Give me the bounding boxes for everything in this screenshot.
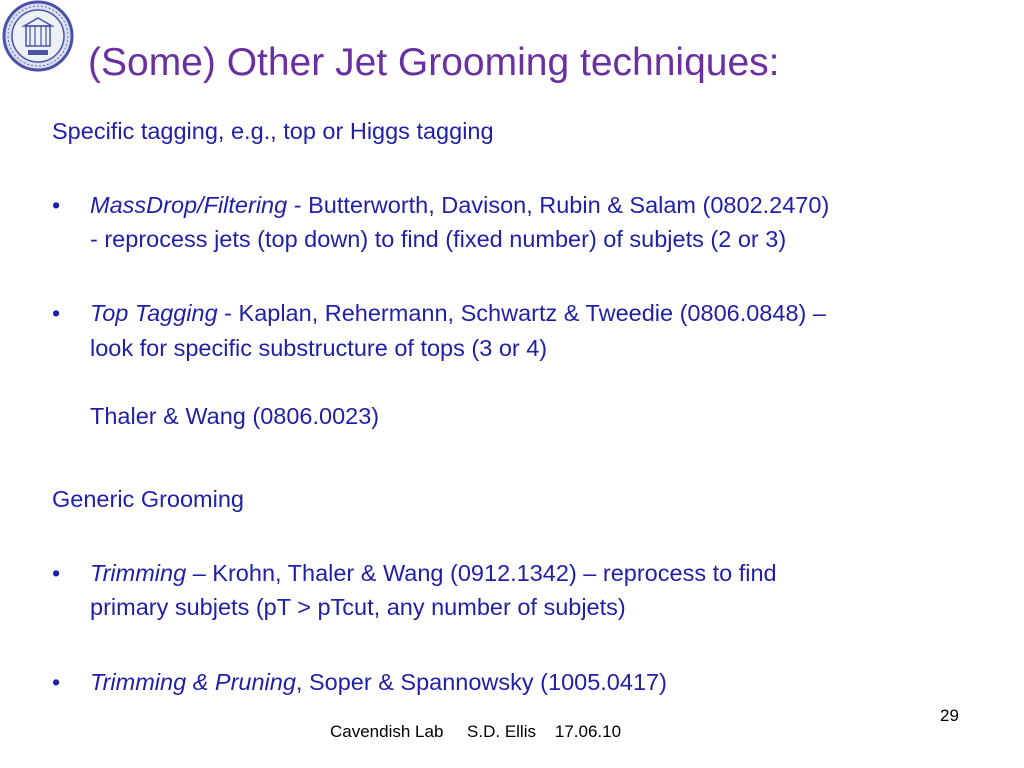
university-seal-logo: [2, 0, 74, 72]
bullet-trimming-method: Trimming: [90, 560, 187, 586]
section-heading-specific-tagging: Specific tagging, e.g., top or Higgs tagging: [52, 118, 494, 144]
bullet-massdrop: [90, 190, 829, 220]
bullet-trimming-pruning-authors: , Soper & Spannowsky (1005.0417): [295, 669, 667, 695]
bullet-marker: •: [52, 300, 61, 326]
bullet-top-tagging-method: Top Tagging: [90, 300, 218, 326]
page-number: 29: [940, 706, 959, 725]
bullet-trimming-detail: primary subjets (pT > pTcut, any number of subjets): [90, 594, 626, 620]
bullet-top-tagging-detail: look for specific substructure of tops (3 or 4): [90, 335, 548, 361]
bullet-top-tagging-authors: - Kaplan, Rehermann, Schwartz & Tweedie (0806.0848) –: [217, 300, 826, 326]
slide-footer: Cavendish Lab S.D. Ellis 17.06.10: [330, 722, 622, 741]
bullet-marker: •: [52, 560, 61, 586]
slide-title: (Some) Other Jet Grooming techniques:: [88, 41, 780, 84]
section-heading-generic-grooming: Generic Grooming: [52, 486, 244, 512]
bullet-top-tagging-ref: Thaler & Wang (0806.0023): [90, 403, 380, 429]
bullet-massdrop-detail: - reprocess jets (top down) to find (fixed number) of subjets (2 or 3): [90, 226, 787, 252]
bullet-massdrop-authors: - Butterworth, Davison, Rubin & Salam (0802.2470): [287, 192, 830, 218]
bullet-trimming-authors: – Krohn, Thaler & Wang (0912.1342) – reprocess to find: [186, 560, 777, 586]
bullet-trimming-pruning-method: Trimming & Pruning: [90, 669, 296, 695]
bullet-trimming-pruning: [90, 667, 667, 697]
bullet-marker: •: [52, 669, 61, 695]
bullet-trimming: [90, 558, 777, 588]
bullet-marker: •: [52, 192, 61, 218]
bullet-top-tagging: [90, 298, 826, 328]
bullet-massdrop-method: MassDrop/Filtering: [90, 192, 288, 218]
